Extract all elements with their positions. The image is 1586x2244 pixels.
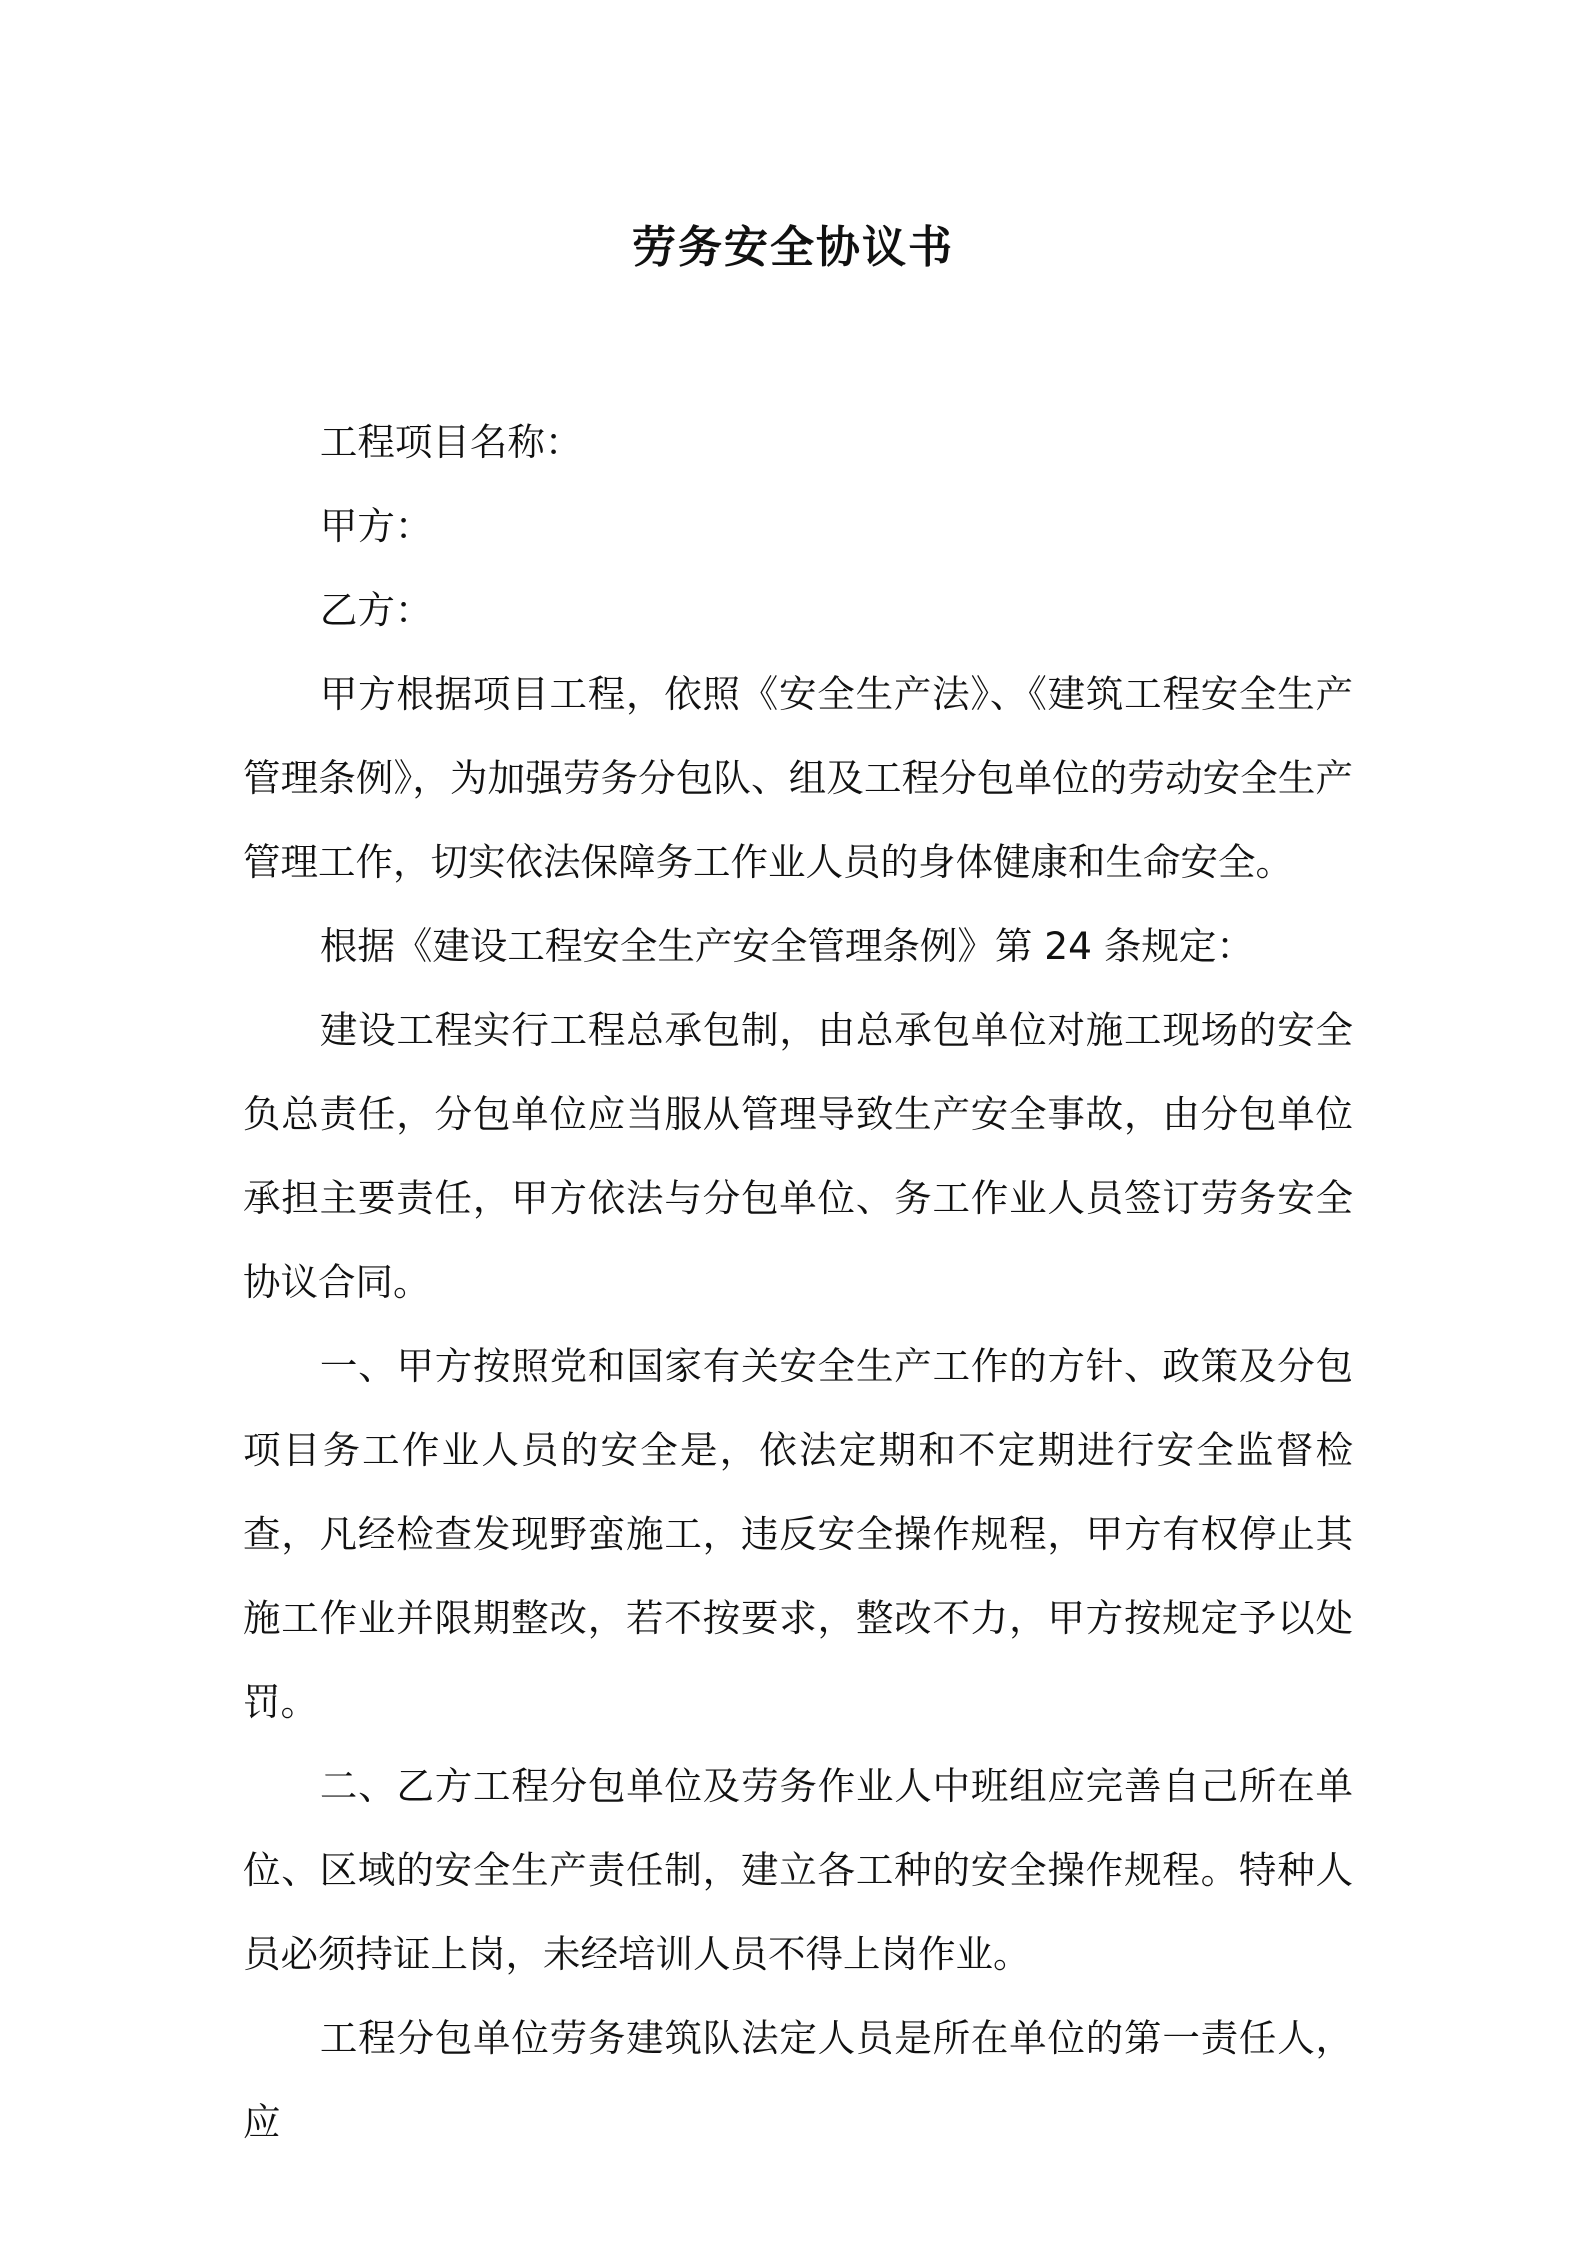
project-name-label: 工程项目名称： (319, 420, 583, 464)
paragraph-general-contract: 建设工程实行工程总承包制，由总承包单位对施工现场的安全负总责任，分包单位应当服从管理导致生产安全事故，由分包单位承担主要责任，甲方依法与分包单位、务工作业人员签订劳务安全协议合同。 (243, 1008, 1353, 1304)
document-body (243, 400, 1353, 2164)
document-title: 劳务安全协议书 (632, 222, 954, 273)
paragraph-responsible-person: 工程分包单位劳务建筑队法定人员是所在单位的第一责任人，应 (243, 2016, 1353, 2144)
paragraph-clause-two: 二、乙方工程分包单位及劳务作业人中班组应完善自己所在单位、区域的安全生产责任制，建立各工种的安全操作规程。特种人员必须持证上岗，未经培训人员不得上岗作业。 (243, 1764, 1353, 1976)
party-b-label: 乙方： (319, 588, 433, 632)
paragraph-intro: 甲方根据项目工程，依照《安全生产法》、《建筑工程安全生产管理条例》，为加强劳务分包队、组及工程分包单位的劳动安全生产管理工作，切实依法保障务工作业人员的身体健康和生命安全。 (243, 672, 1353, 884)
paragraph-clause-one: 一、甲方按照党和国家有关安全生产工作的方针、政策及分包项目务工作业人员的安全是，依法定期和不定期进行安全监督检查，凡经检查发现野蛮施工，违反安全操作规程，甲方有权停止其施工作业并限期整改，若不按要求，整改不力，甲方按规定予以处罚。 (243, 1344, 1353, 1724)
party-a-label: 甲方： (319, 504, 433, 548)
paragraph-regulation-ref: 根据《建设工程安全生产安全管理条例》第 24 条规定： (319, 924, 1254, 968)
